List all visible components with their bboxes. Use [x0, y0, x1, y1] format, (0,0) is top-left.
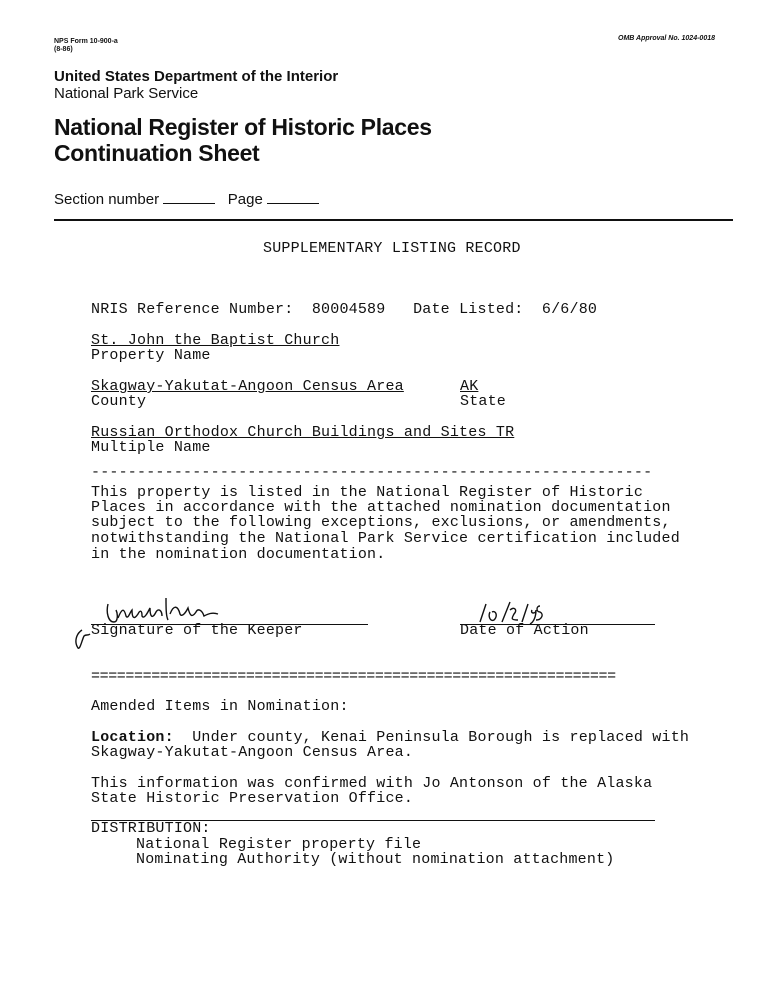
- header-rule: [54, 219, 733, 221]
- distribution-item: Nominating Authority (without nomination attachment): [136, 851, 615, 868]
- form-number-text: NPS Form 10-900-a: [54, 38, 118, 45]
- date-listed-label: Date Listed:: [413, 301, 524, 318]
- county-label: County: [91, 393, 147, 410]
- signature-label: Signature of the Keeper: [91, 622, 303, 639]
- page-blank: [267, 202, 319, 204]
- statement-line: in the nomination documentation.: [91, 546, 386, 563]
- distribution-label: DISTRIBUTION:: [91, 820, 211, 837]
- property-name-value: St. John the Baptist Church: [91, 332, 340, 349]
- statement-line: subject to the following exceptions, exclusions, or amendments,: [91, 514, 671, 531]
- section-number-label: Section number: [54, 191, 160, 208]
- location-text: Under county, Kenai Peninsula Borough is replaced with: [173, 729, 690, 746]
- department-name: United States Department of the Interior: [54, 68, 339, 85]
- multiple-name-label: Multiple Name: [91, 439, 211, 456]
- confirm-line: State Historic Preservation Office.: [91, 790, 414, 807]
- page-subtitle: Continuation Sheet: [54, 140, 260, 166]
- location-line-2: Skagway-Yakutat-Angoon Census Area.: [91, 744, 414, 761]
- nris-line: [91, 301, 597, 318]
- statement-line: notwithstanding the National Park Service certification included: [91, 530, 680, 547]
- form-date-text: (8-86): [54, 46, 73, 53]
- statement-line: This property is listed in the National Register of Historic: [91, 484, 644, 501]
- form-number: [54, 38, 118, 54]
- state-label: State: [460, 393, 507, 410]
- section-number-blank: [163, 202, 215, 204]
- dash-separator: -------------------------------------------------------------: [91, 464, 653, 481]
- property-name-label: Property Name: [91, 347, 211, 364]
- page-label: Page: [227, 191, 263, 208]
- date-of-action-label: Date of Action: [460, 622, 589, 639]
- omb-approval: OMB Approval No. 1024-0018: [618, 35, 715, 42]
- keeper-signature: [70, 590, 250, 652]
- double-separator: =============================================================: [91, 668, 616, 685]
- location-label: Location:: [91, 729, 174, 746]
- confirm-line: This information was confirmed with Jo Antonson of the Alaska: [91, 775, 653, 792]
- state-value: AK: [460, 378, 479, 395]
- distribution-item: National Register property file: [136, 836, 422, 853]
- service-name: National Park Service: [54, 85, 199, 102]
- nris-label: NRIS Reference Number:: [91, 301, 294, 318]
- section-page-line: [54, 191, 319, 208]
- date-listed-value: 6/6/80: [541, 301, 598, 318]
- statement-line: Places in accordance with the attached nomination documentation: [91, 499, 671, 516]
- amended-heading: Amended Items in Nomination:: [91, 698, 349, 715]
- county-value: Skagway-Yakutat-Angoon Census Area: [91, 378, 404, 395]
- page-title: National Register of Historic Places: [54, 114, 432, 140]
- nris-value: 80004589: [311, 301, 386, 318]
- multiple-name-value: Russian Orthodox Church Buildings and Sites TR: [91, 424, 515, 441]
- record-heading: SUPPLEMENTARY LISTING RECORD: [263, 240, 521, 257]
